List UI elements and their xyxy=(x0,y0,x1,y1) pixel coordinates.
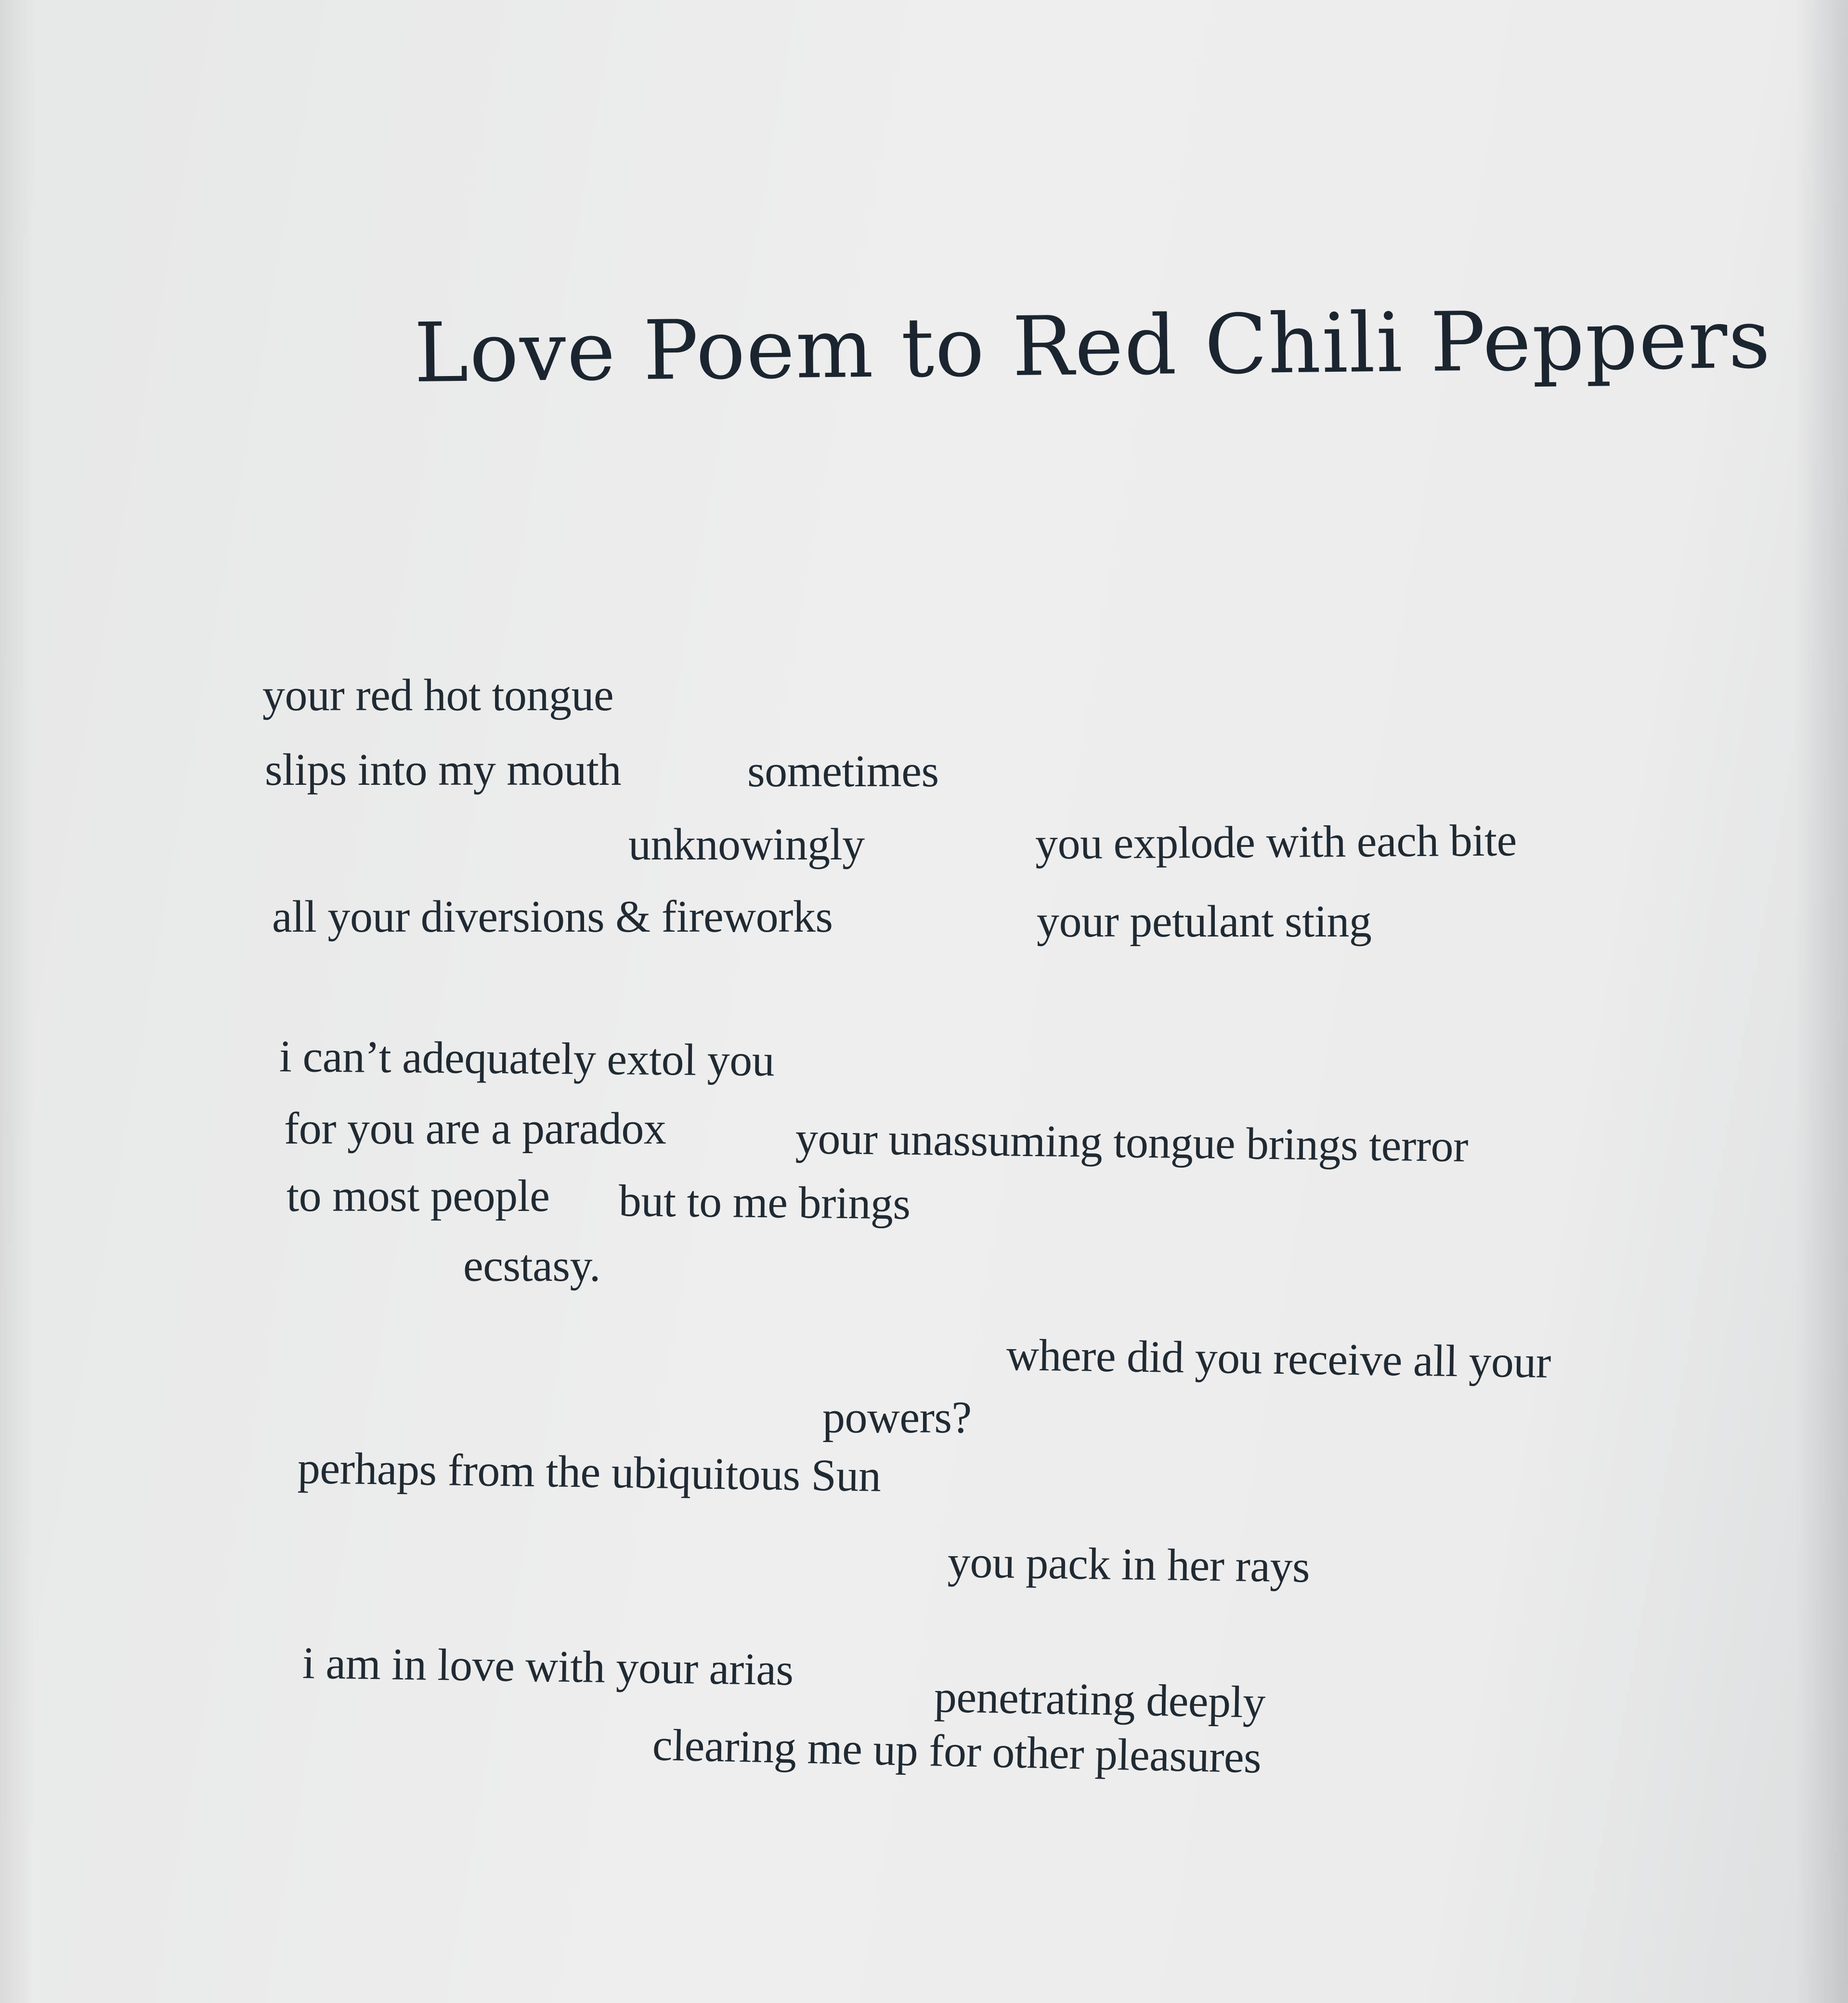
poem-line: clearing me up for other pleasures xyxy=(651,1720,1262,1783)
poem-line: your red hot tongue xyxy=(262,670,614,720)
poem-line: but to me brings xyxy=(618,1176,911,1229)
poem-line: slips into my mouth xyxy=(265,745,621,795)
poem-line: where did you receive all your xyxy=(1006,1330,1551,1388)
poem-line: your unassuming tongue brings terror xyxy=(795,1113,1469,1172)
page-right-shading xyxy=(1795,0,1848,2003)
poem-line: you pack in her rays xyxy=(947,1537,1310,1592)
poem-line: sometimes xyxy=(747,746,939,796)
page-left-shading xyxy=(0,0,34,2003)
poem-line: you explode with each bite xyxy=(1035,815,1517,869)
poem-line: perhaps from the ubiquitous Sun xyxy=(297,1443,882,1501)
poem-line: ecstasy. xyxy=(463,1241,600,1291)
poem-line: unknowingly xyxy=(628,819,865,870)
poem-line: powers? xyxy=(822,1392,972,1443)
poem-line: to most people xyxy=(286,1171,550,1221)
poem-line: i can’t adequately extol you xyxy=(279,1031,775,1086)
poem-line: for you are a paradox xyxy=(284,1104,666,1154)
poem-line: i am in love with your arias xyxy=(302,1638,794,1695)
poem-line: all your diversions & fireworks xyxy=(272,892,833,942)
poem-line: your petulant sting xyxy=(1037,897,1372,947)
poem-title: Love Poem to Red Chili Peppers xyxy=(413,291,1772,401)
poem-line: penetrating deeply xyxy=(934,1672,1266,1728)
